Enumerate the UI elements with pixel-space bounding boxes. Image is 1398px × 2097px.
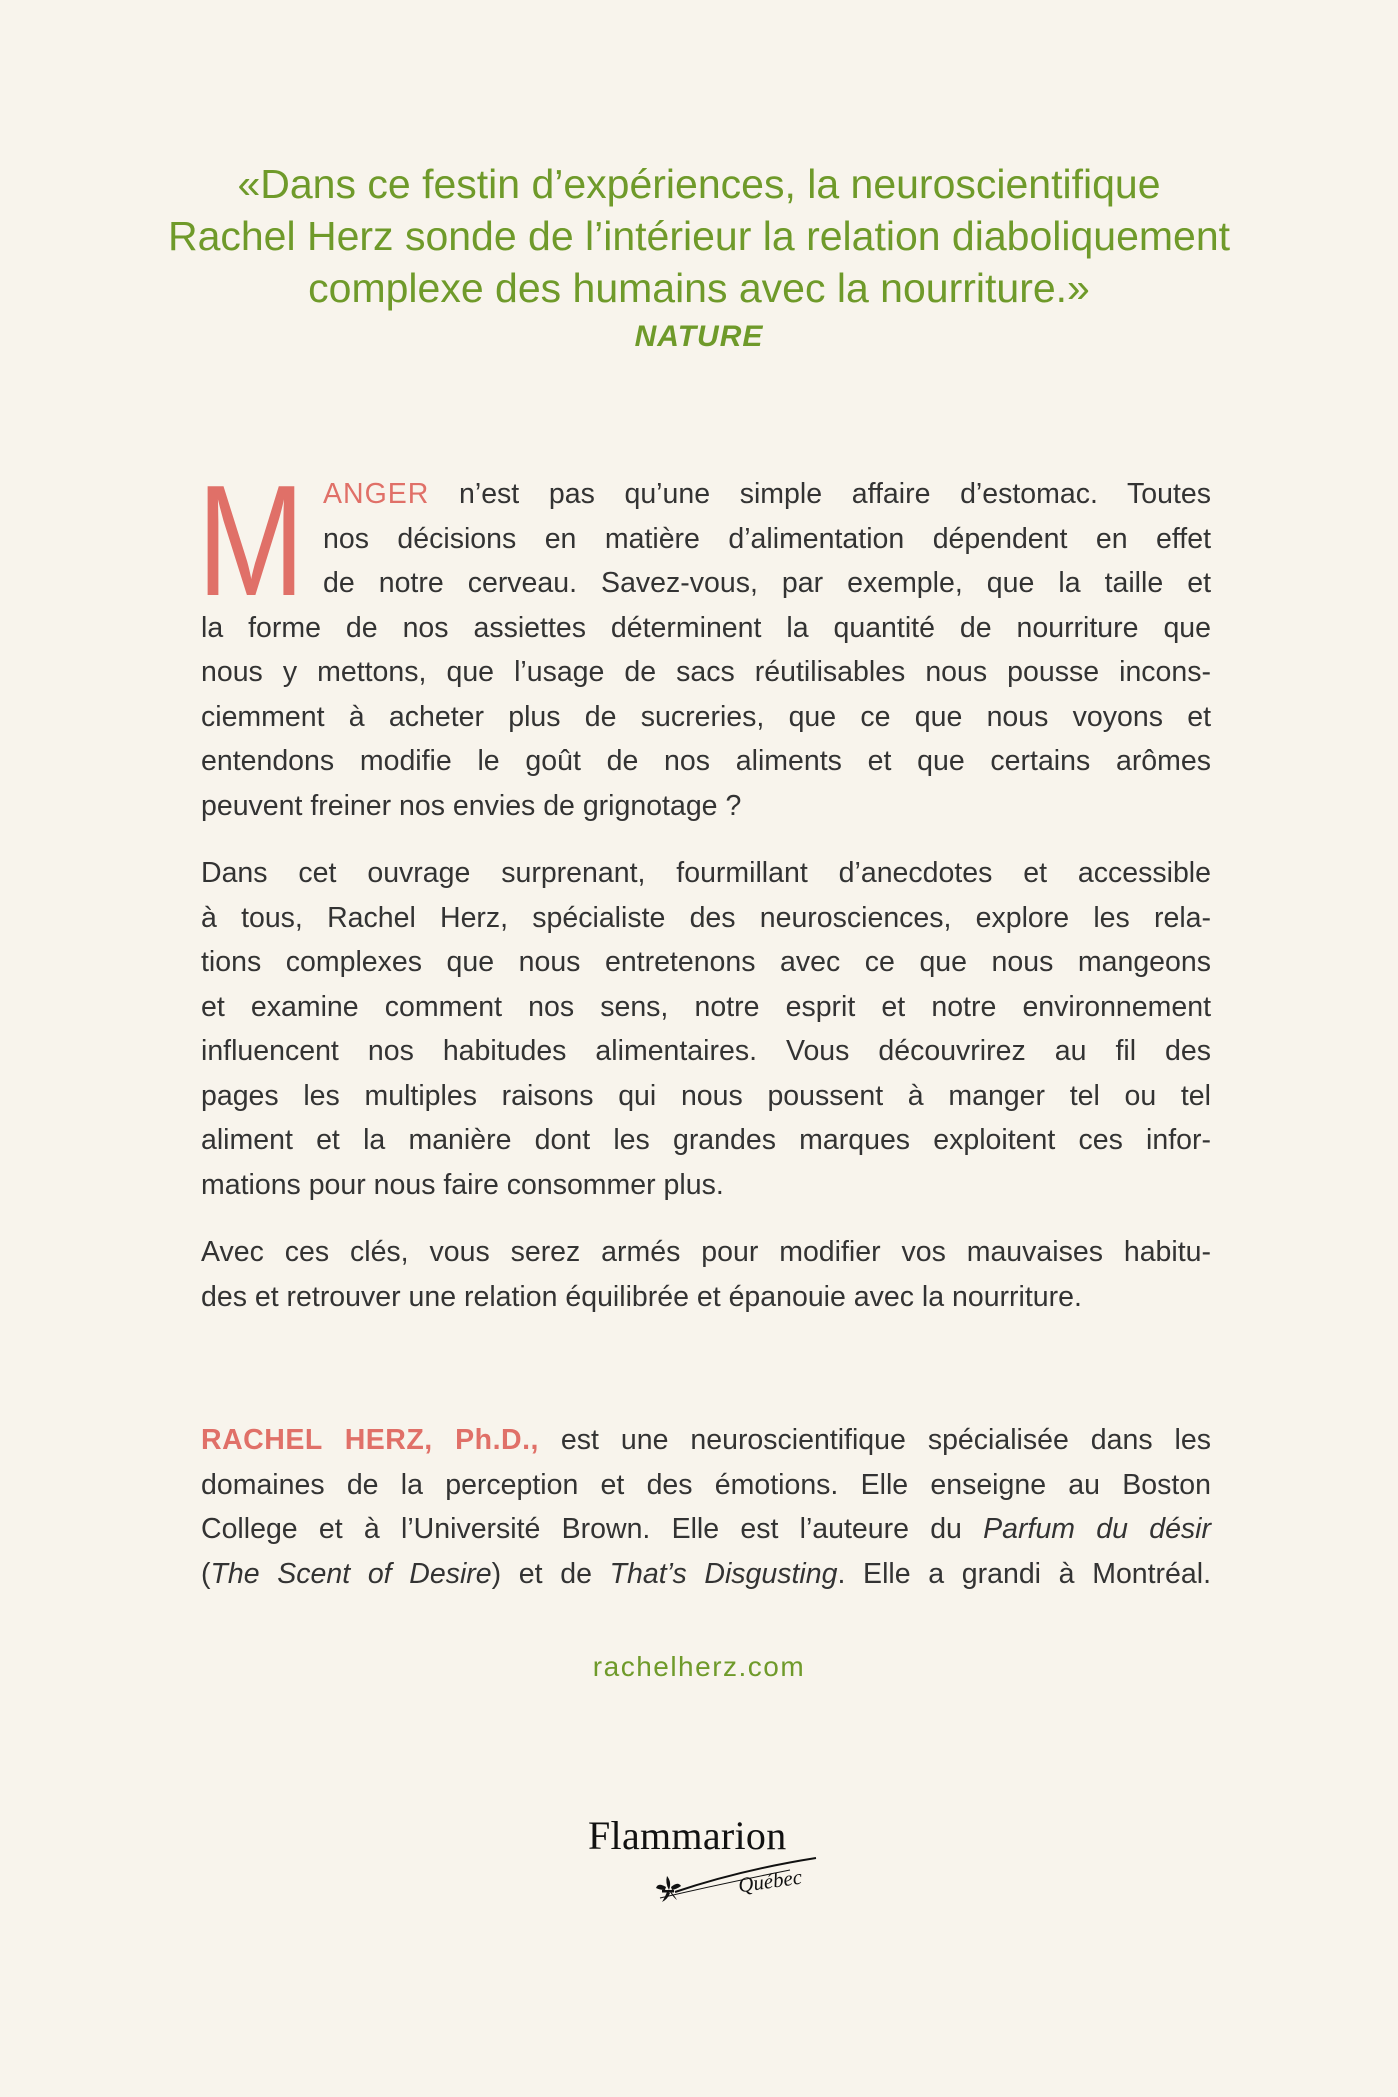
text-line: à tous, Rachel Herz, spécialiste des neurosciences, explore les rela-: [201, 901, 1211, 934]
text-line: Avec ces clés, vous serez armés pour modifier vos mauvaises habitu-: [201, 1236, 1211, 1268]
book-title: The Scent of Desire: [210, 1557, 492, 1590]
blurb-quote: [100, 158, 1298, 354]
text-fragment: College et à l’Université Brown. Elle est l’auteure du: [201, 1513, 984, 1545]
drop-cap: M: [197, 453, 305, 629]
publisher-sub: Québec: [736, 1864, 804, 1898]
text-fragment: . Elle a grandi à Montréal.: [837, 1557, 1212, 1590]
book-description: [197, 453, 1211, 1342]
text-line: [201, 472, 1211, 517]
text-line: pages les multiples raisons qui nous poussent à manger tel ou tel: [201, 1079, 1211, 1112]
text-line: entendons modifie le goût de nos aliments et que certains arômes: [201, 745, 1211, 777]
text-line: ciemment à acheter plus de sucreries, que ce que nous voyons et: [201, 700, 1211, 733]
paragraph-1: [197, 453, 1211, 828]
text-line: peuvent freiner nos envies de grignotage ?: [201, 789, 742, 822]
quote-line-1: «Dans ce festin d’expériences, la neuroscientifique: [237, 161, 1161, 207]
author-paragraph: [201, 1418, 1211, 1596]
text-line: [201, 1418, 1211, 1463]
author-name: RACHEL HERZ, Ph.D.,: [201, 1424, 539, 1456]
author-bio: [201, 1418, 1211, 1619]
paragraph-2: [201, 851, 1211, 1207]
quote-line-2: Rachel Herz sonde de l’intérieur la relation diaboliquement: [167, 213, 1231, 259]
text-fragment: est une neuroscientifique spécialisée dans les: [538, 1424, 1211, 1456]
text-line: influencent nos habitudes alimentaires. Vous découvrirez au fil des: [201, 1035, 1211, 1067]
text-line: et examine comment nos sens, notre esprit et notre environnement: [201, 990, 1211, 1023]
text-fragment: (: [201, 1557, 211, 1590]
quote-source: NATURE: [634, 320, 764, 353]
text-line: nous y mettons, que l’usage de sacs réutilisables nous pousse incons-: [201, 656, 1211, 688]
text-fragment: ) et de: [491, 1557, 610, 1590]
smallcaps-word: ANGER: [323, 478, 430, 510]
book-title: Parfum du désir: [983, 1513, 1212, 1545]
text-line: la forme de nos assiettes déterminent la quantité de nourriture que: [201, 611, 1211, 644]
text-line: domaines de la perception et des émotions. Elle enseigne au Boston: [201, 1468, 1211, 1501]
text-line: [201, 1552, 1211, 1597]
text-line: nos décisions en matière d’alimentation dépendent en effet: [323, 522, 1211, 555]
text-line: de notre cerveau. Savez-vous, par exemple, que la taille et: [323, 567, 1211, 599]
quote-line-3: complexe des humains avec la nourriture.»: [308, 265, 1090, 311]
text-line: tions complexes que nous entretenons avec ce que nous mangeons: [201, 946, 1211, 978]
publisher-name: Flammarion: [588, 1813, 787, 1858]
author-website[interactable]: rachelherz.com: [592, 1651, 806, 1682]
publisher-logo: [580, 1812, 840, 1922]
text-fragment: n’est pas qu’une simple affaire d’estomac. Toutes: [429, 478, 1211, 510]
text-line: mations pour nous faire consommer plus.: [201, 1168, 724, 1201]
text-line: des et retrouver une relation équilibrée et épanouie avec la nourriture.: [201, 1280, 1082, 1313]
book-title: That’s Disgusting: [609, 1557, 838, 1590]
text-line: Dans cet ouvrage surprenant, fourmillant d’anecdotes et accessible: [201, 857, 1211, 889]
text-line: aliment et la manière dont les grandes marques exploitent ces infor-: [201, 1124, 1211, 1156]
paragraph-3: [201, 1230, 1211, 1319]
text-line: [201, 1507, 1211, 1552]
